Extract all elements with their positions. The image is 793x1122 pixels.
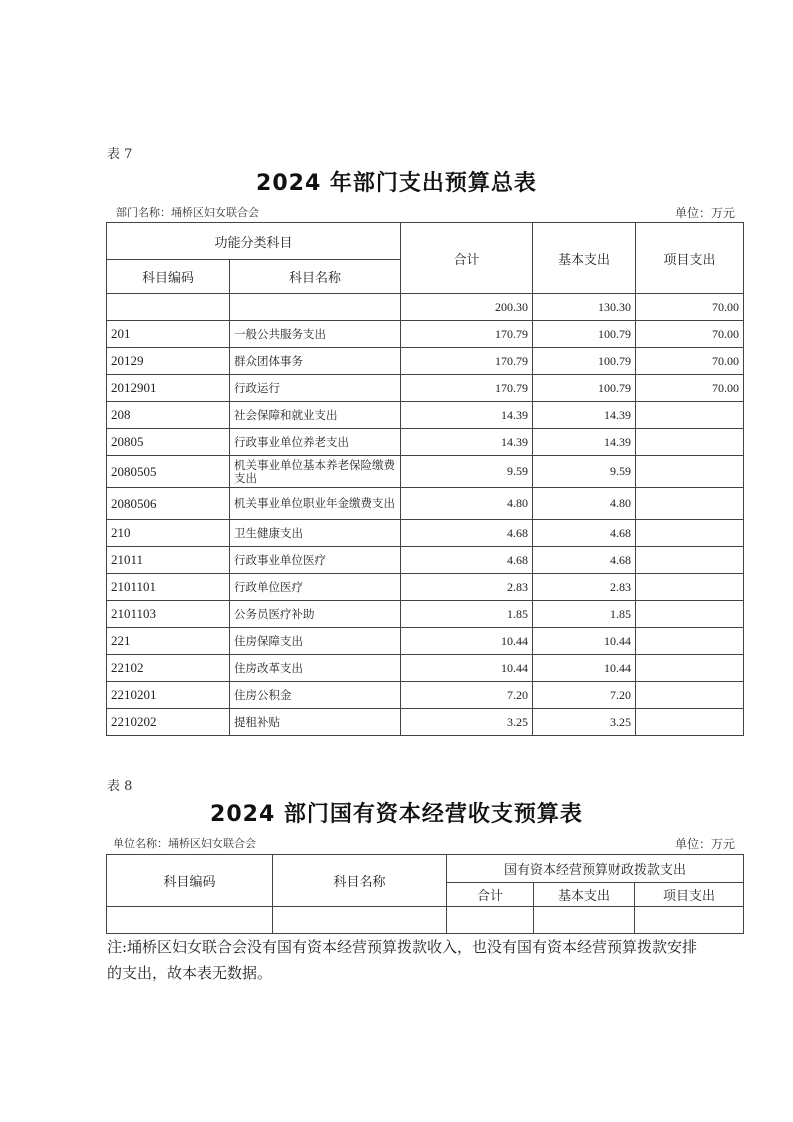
cell-total: 10.44 — [401, 628, 533, 655]
cell-total: 4.80 — [401, 488, 533, 520]
table8-dept: 单位名称：埇桥区妇女联合会 — [113, 837, 256, 850]
table8-title: 2024 部门国有资本经营收支预算表 — [210, 802, 583, 827]
cell-basic: 100.79 — [533, 348, 636, 375]
cell-code: 20129 — [107, 348, 230, 375]
table-row — [107, 488, 744, 520]
table-row — [107, 574, 744, 601]
cell-basic: 14.39 — [533, 429, 636, 456]
table-row — [107, 520, 744, 547]
cell-code: 208 — [107, 402, 230, 429]
cell-project — [636, 682, 744, 709]
cell-project: 70.00 — [636, 321, 744, 348]
cell-code: 2101103 — [107, 601, 230, 628]
cell-name: 提租补贴 — [230, 709, 401, 736]
cell-basic: 10.44 — [533, 655, 636, 682]
t8-cell — [273, 907, 447, 934]
cell-code: 221 — [107, 628, 230, 655]
cell-basic: 14.39 — [533, 402, 636, 429]
table7-title: 2024 年部门支出预算总表 — [256, 171, 537, 196]
cell-project — [636, 655, 744, 682]
cell-project — [636, 574, 744, 601]
cell-code: 2012901 — [107, 375, 230, 402]
cell-project — [636, 709, 744, 736]
cell-project — [636, 601, 744, 628]
t8-cell — [447, 907, 534, 934]
cell-name: 行政运行 — [230, 375, 401, 402]
cell-name: 社会保障和就业支出 — [230, 402, 401, 429]
cell-project — [636, 488, 744, 520]
cell-name: 群众团体事务 — [230, 348, 401, 375]
cell-code: 210 — [107, 520, 230, 547]
table-row — [107, 655, 744, 682]
cell-project: 70.00 — [636, 348, 744, 375]
cell-basic: 9.59 — [533, 456, 636, 488]
cell-code: 2101101 — [107, 574, 230, 601]
cell-name: 机关事业单位职业年金缴费支出 — [230, 488, 401, 520]
cell-code: 201 — [107, 321, 230, 348]
cell-total: 1.85 — [401, 601, 533, 628]
cell-project: 70.00 — [636, 375, 744, 402]
table-row — [107, 456, 744, 488]
cell-total: 170.79 — [401, 375, 533, 402]
cell-total: 4.68 — [401, 547, 533, 574]
header-function-category: 功能分类科目 — [107, 223, 401, 260]
cell-code: 2210201 — [107, 682, 230, 709]
cell-basic: 7.20 — [533, 682, 636, 709]
table-row — [107, 348, 744, 375]
table-row — [107, 601, 744, 628]
cell-name: 行政事业单位养老支出 — [230, 429, 401, 456]
cell-total: 14.39 — [401, 429, 533, 456]
cell-basic: 130.30 — [533, 294, 636, 321]
cell-basic: 4.68 — [533, 547, 636, 574]
cell-project — [636, 628, 744, 655]
cell-code: 20805 — [107, 429, 230, 456]
t8-cell — [635, 907, 744, 934]
table-row — [107, 402, 744, 429]
cell-basic: 100.79 — [533, 375, 636, 402]
cell-project — [636, 456, 744, 488]
cell-name: 住房改革支出 — [230, 655, 401, 682]
cell-name: 行政单位医疗 — [230, 574, 401, 601]
header-total: 合计 — [401, 223, 533, 294]
cell-project — [636, 429, 744, 456]
cell-total: 2.83 — [401, 574, 533, 601]
cell-code: 2080506 — [107, 488, 230, 520]
header-basic: 基本支出 — [533, 223, 636, 294]
cell-name: 住房保障支出 — [230, 628, 401, 655]
cell-code: 2080505 — [107, 456, 230, 488]
cell-basic: 3.25 — [533, 709, 636, 736]
t8-header-code: 科目编码 — [107, 855, 273, 907]
table7-unit: 单位：万元 — [674, 206, 735, 220]
cell-name: 机关事业单位基本养老保险缴费支出 — [230, 456, 401, 488]
header-name: 科目名称 — [230, 260, 401, 294]
cell-total: 4.68 — [401, 520, 533, 547]
t8-header-name: 科目名称 — [273, 855, 447, 907]
cell-project: 70.00 — [636, 294, 744, 321]
t8-header-basic: 基本支出 — [534, 883, 635, 907]
t8-header-total: 合计 — [447, 883, 534, 907]
table-row — [107, 547, 744, 574]
cell-code: 22102 — [107, 655, 230, 682]
cell-code: 2210202 — [107, 709, 230, 736]
table-row — [107, 429, 744, 456]
cell-total: 170.79 — [401, 348, 533, 375]
table-row — [107, 709, 744, 736]
cell-basic: 10.44 — [533, 628, 636, 655]
cell-total: 9.59 — [401, 456, 533, 488]
cell-total: 170.79 — [401, 321, 533, 348]
cell-code: 21011 — [107, 547, 230, 574]
cell-code — [107, 294, 230, 321]
cell-name: 住房公积金 — [230, 682, 401, 709]
table8-label: 表 8 — [107, 779, 133, 794]
cell-basic: 2.83 — [533, 574, 636, 601]
cell-total: 7.20 — [401, 682, 533, 709]
cell-basic: 4.80 — [533, 488, 636, 520]
table-row — [107, 628, 744, 655]
t8-empty-row — [107, 907, 744, 934]
cell-name — [230, 294, 401, 321]
table8-note: 注:埇桥区妇女联合会没有国有资本经营预算拨款收入，也没有国有资本经营预算拨款安排的支出，故本表无数据。 — [107, 938, 698, 982]
table-row — [107, 321, 744, 348]
cell-project — [636, 402, 744, 429]
header-code: 科目编码 — [107, 260, 230, 294]
table8-unit: 单位：万元 — [674, 837, 735, 851]
table8 — [106, 854, 744, 934]
header-project: 项目支出 — [636, 223, 744, 294]
cell-name: 卫生健康支出 — [230, 520, 401, 547]
cell-project — [636, 547, 744, 574]
table-row — [107, 682, 744, 709]
cell-total: 200.30 — [401, 294, 533, 321]
cell-basic: 100.79 — [533, 321, 636, 348]
table-row — [107, 375, 744, 402]
table-row — [107, 294, 744, 321]
t8-header-project: 项目支出 — [635, 883, 744, 907]
t8-cell — [534, 907, 635, 934]
cell-name: 一般公共服务支出 — [230, 321, 401, 348]
cell-name: 行政事业单位医疗 — [230, 547, 401, 574]
t8-cell — [107, 907, 273, 934]
cell-total: 10.44 — [401, 655, 533, 682]
t8-header-group: 国有资本经营预算财政拨款支出 — [447, 855, 744, 883]
cell-project — [636, 520, 744, 547]
cell-basic: 1.85 — [533, 601, 636, 628]
cell-basic: 4.68 — [533, 520, 636, 547]
cell-name: 公务员医疗补助 — [230, 601, 401, 628]
table7-label: 表 7 — [107, 147, 133, 162]
cell-total: 3.25 — [401, 709, 533, 736]
cell-total: 14.39 — [401, 402, 533, 429]
table7 — [106, 222, 744, 736]
table7-dept: 部门名称：埇桥区妇女联合会 — [116, 206, 259, 219]
